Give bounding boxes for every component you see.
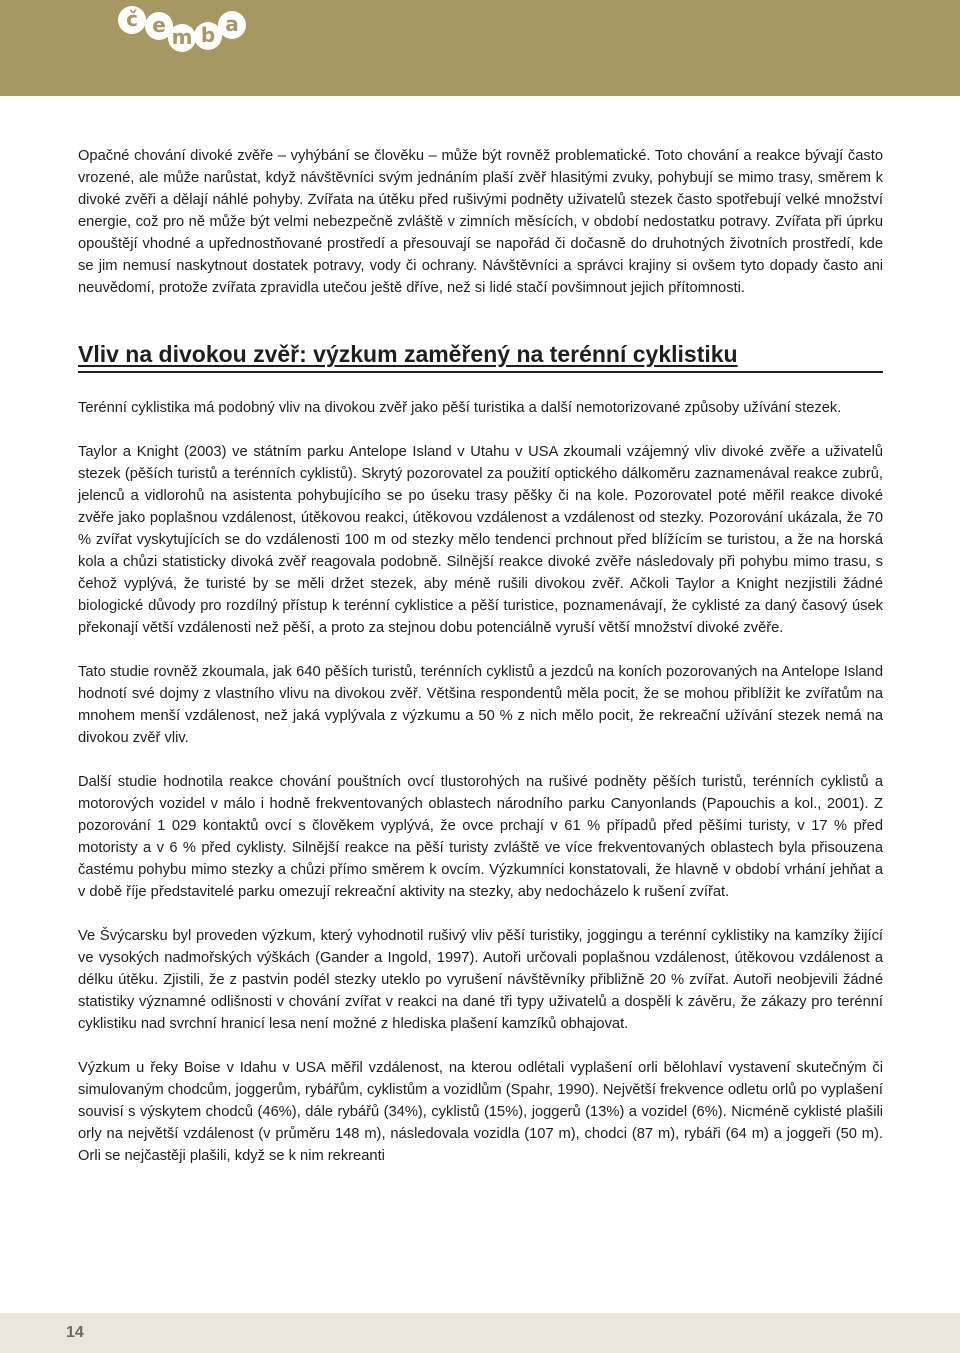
paragraph: Taylor a Knight (2003) ve státním parku Antelope Island v Utahu v USA zkoumali vzájemný vliv divoké zvěře a uživatelů stezek (pěších turistů a terénních cyklistů). Skrytý pozorovatel za použití optického dálkoměru zaznamenával reakce zubrů, jelenců a vidlorohů na asistenta pohybujícího se po úseku trasy pěšky či na kole. Pozorovatel poté měřil reakce divoké zvěře jako poplašnou vzdálenost, útěkovou reakci, útěkovou vzdálenost a vzdálenost od stezky. Pozorování ukázala, že 70 % zvířat vyskytujících se do vzdálenosti 100 m od stezky mělo tendenci prchnout před blížícím se turistou, a že na horská kola a chůzi statisticky divoká zvěř reagovala podobně. Silnější reakce divoké zvěře následovaly při pohybu mimo trasu, s čehož vyplývá, že turisté by se měli držet stezek, aby méně rušili divokou zvěř. Ačkoli Taylor a Knight nezjistili žádné biologické důvody pro rozdílný přístup k terénní cyklistice a pěší turistice, poznamenávají, že cyklisté za daný časový úsek překonají větší vzdálenosti než pěší, a proto za stejnou dobu potenciálně vyruší větší množství divoké zvěře. bbox=[78, 444, 883, 636]
logo-letter: a bbox=[218, 11, 246, 39]
paragraph: Terénní cyklistika má podobný vliv na divokou zvěř jako pěší turistika a další nemotorizované způsoby užívání stezek. bbox=[78, 400, 842, 416]
paragraph: Výzkum u řeky Boise v Idahu v USA měřil vzdálenost, na kterou odlétali vyplašení orli bělohlaví vystavení skutečným či simulovaným chodcům, joggerům, rybářům, cyklistům a vozidlům (Spahr, 1990). Největší frekvence odletu orlů po vyplašení souvisí s výskytem chodců (46%), dále rybářů (34%), cyklistů (15%), joggerů (13%) a vozidel (6%). Nicméně cyklisté plašili orly na největší vzdálenost (v průměru 148 m), následovala vozidla (107 m), chodci (87 m), rybáři (64 m) a joggeři (50 m). Orli se nejčastěji plašili, když se k nim rekreanti bbox=[78, 1060, 883, 1164]
intro-paragraph: Opačné chování divoké zvěře – vyhýbání se člověku – může být rovněž problematické. Toto chování a reakce bývají často vrozené, ale může narůstat, když návštěvníci svým jednáním plaší zvěř hlasitými zvuky, pohybují se mimo trasy, směrem k divoké zvěři a dělají náhlé pohyby. Zvířata na útěku před rušivými podněty uživatelů stezek často spotřebují velké množství energie, což pro ně může být velmi nebezpečně zvláště v zimních měsících, v období nedostatku potravy. Zvířata při úprku opouštějí vhodné a upřednostňované prostředí a přesouvají se napořád či dočasně do druhotných životních prostředí, kde se jim nemusí naskytnout dostatek potravy, vody či ochrany. Návštěvníci a správci krajiny si ovšem tyto dopady často ani neuvědomí, protože zvířata zpravidla utečou ještě dříve, než si lidé stačí povšimnout jejich přítomnosti. bbox=[78, 148, 883, 296]
paragraph: Ve Švýcarsku byl proveden výzkum, který vyhodnotil rušivý vliv pěší turistiky, joggingu a terénní cyklistiky na kamzíky žijící ve vysokých nadmořských výškách (Gander a Ingold, 1997). Autoři určovali poplašnou vzdálenost, útěkovou vzdálenost a délku útěku. Zjistili, že z pastvin podél stezky uteklo po vyrušení návštěvníky přibližně 20 % zvířat. Autoři neobjevili žádné statistiky významné odlišnosti v chování zvířat v reakci na dané tři typy uživatelů a dospěli k závěru, že zákazy pro terénní cyklistiku nad svrchní hranicí lesa není možné z hlediska plašení kamzíků obhajovat. bbox=[78, 928, 883, 1032]
logo-letter: e bbox=[145, 12, 173, 40]
page-number: 14 bbox=[66, 1324, 84, 1341]
cemba-logo bbox=[112, 0, 252, 60]
paragraph: Tato studie rovněž zkoumala, jak 640 pěších turistů, terénních cyklistů a jezdců na koních pozorovaných na Antelope Island hodnotí své dojmy z vlastního vlivu na divokou zvěř. Většina respondentů měla pocit, že se mohou přiblížit ke zvířatům na mnohem menší vzdálenost, než jaká vyplývala z výzkumu a 50 % z nich mělo pocit, že rekreační užívání stezek nemá na divokou zvěř vliv. bbox=[78, 664, 883, 746]
paragraph: Další studie hodnotila reakce chování pouštních ovcí tlustorohých na rušivé podněty pěších turistů, terénních cyklistů a motorových vozidel v málo i hodně frekventovaných oblastech národního parku Canyonlands (Papouchis a kol., 2001). Z pozorování 1 029 kontaktů ovcí s člověkem vyplývá, že ovce prchají v 61 % případů před pěšími turisty, v 17 % před motoristy a v 6 % před cyklisty. Silnější reakce na pěší turisty zvláště ve více frekventovaných oblastech byla přisouzena častému pohybu mimo stezky a chůzi přímo směrem k ovcím. Výzkumníci konstatovali, že hlavně v období vrhání jehňat a v době říje představitelé parku omezují rekreační aktivity na stezky, aby nedocházelo k rušení zvířat. bbox=[78, 774, 883, 900]
logo-letter: č bbox=[118, 6, 146, 34]
header-band bbox=[0, 0, 960, 96]
logo-letter: b bbox=[194, 22, 222, 50]
section-heading-rule bbox=[78, 339, 883, 373]
document-body bbox=[78, 145, 883, 1167]
section-heading: Vliv na divokou zvěř: výzkum zaměřený na terénní cyklistiku bbox=[78, 341, 738, 367]
logo-letter: m bbox=[168, 24, 196, 52]
footer-band bbox=[0, 1313, 960, 1353]
